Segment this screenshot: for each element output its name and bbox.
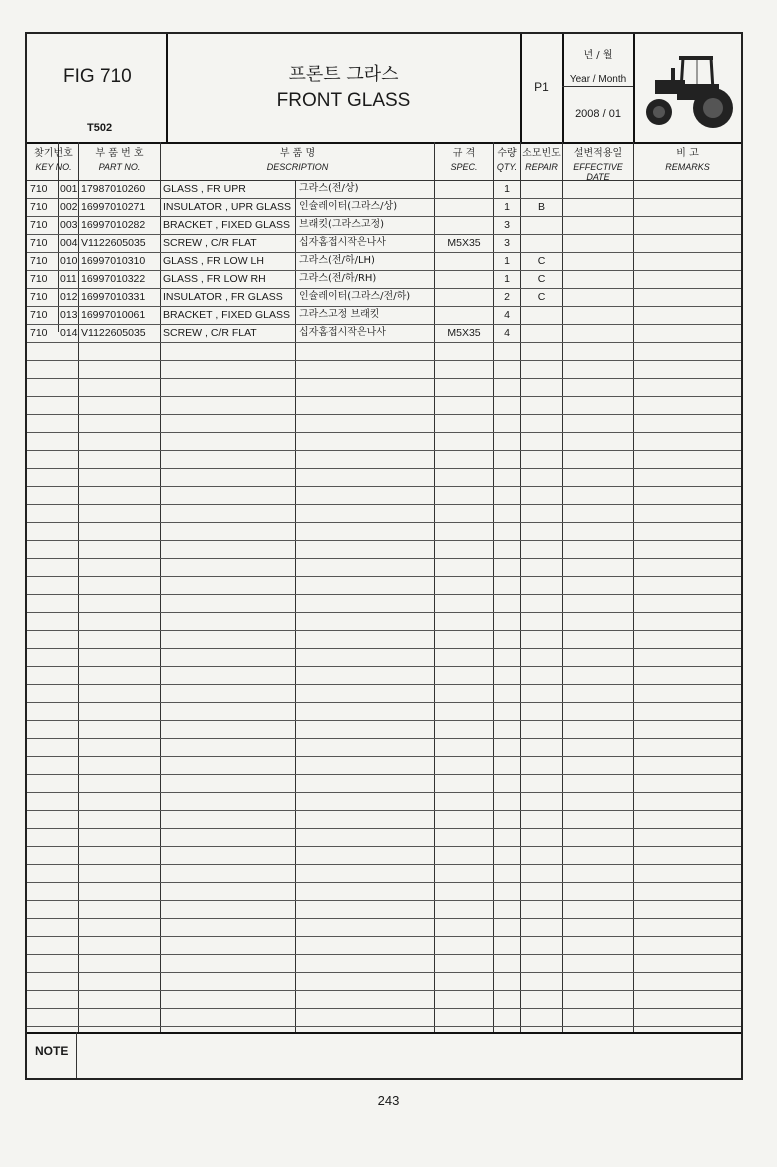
rule-line (27, 684, 741, 685)
rule-line (27, 972, 741, 973)
header-divider-fig (166, 34, 168, 142)
model-code: T502 (87, 122, 113, 134)
part-number-cell: 17987010260 (81, 183, 146, 195)
description-cell: INSULATOR , UPR GLASS (163, 201, 291, 213)
description-cell: BRACKET , FIXED GLASS (163, 309, 291, 321)
key-cell: 001 (60, 183, 78, 195)
parts-sheet (25, 32, 743, 1080)
spec-header: SPEC. (450, 162, 478, 172)
description-korean-cell: 십자홈접시작은나사 (299, 237, 386, 248)
repair-cell: C (537, 255, 546, 267)
key-cell: 012 (60, 291, 78, 303)
fig-cell: 710 (30, 255, 48, 267)
page-number: 243 (377, 1093, 400, 1108)
rule-line (27, 720, 741, 721)
note-divider (27, 1032, 741, 1034)
table-row (27, 324, 741, 342)
rule-line (27, 756, 741, 757)
qty-cell: 3 (504, 237, 510, 249)
rule-line (27, 702, 741, 703)
title-korean: 프론트 그라스 (288, 64, 399, 85)
rule-line (27, 432, 741, 433)
rule-line (27, 414, 741, 415)
remarks-header: REMARKS (665, 162, 710, 172)
fig-cell: 710 (30, 291, 48, 303)
fig-cell: 710 (30, 273, 48, 285)
date-divider (562, 86, 633, 87)
table-row (27, 252, 741, 270)
year-month-english: Year / Month (569, 74, 627, 85)
rule-line (27, 468, 741, 469)
qty-cell: 1 (504, 183, 510, 195)
desc-header-korean: 부 품 명 (279, 148, 316, 159)
rule-line (27, 792, 741, 793)
description-korean-cell: 인슐레이터(그라스/전/하) (299, 291, 411, 302)
rule-line (27, 450, 741, 451)
qty-cell: 1 (504, 201, 510, 213)
spec-cell: M5X35 (447, 327, 481, 339)
rule-line (27, 612, 741, 613)
rule-line (27, 342, 741, 343)
rule-line (27, 486, 741, 487)
repair-header-korean: 소모빈도 (522, 148, 561, 159)
rule-line (27, 990, 741, 991)
note-label: NOTE (35, 1044, 69, 1058)
part-number-cell: 16997010271 (81, 201, 146, 213)
description-cell: SCREW , C/R FLAT (163, 327, 257, 339)
header-divider-date (633, 34, 635, 142)
part-header: PART NO. (98, 162, 141, 172)
spec-cell: M5X35 (447, 237, 481, 249)
fig-cell: 710 (30, 201, 48, 213)
description-korean-cell: 그라스(전/상) (299, 183, 359, 194)
effective-header-korean: 설변적용일 (573, 148, 623, 159)
fig-number: FIG 710 (63, 66, 132, 87)
key-cell: 002 (60, 201, 78, 213)
rule-line (27, 1008, 741, 1009)
rule-line (27, 882, 741, 883)
part-number-cell: V1122605035 (81, 237, 146, 249)
table-row (27, 180, 741, 198)
qty-cell: 1 (504, 255, 510, 267)
rule-line (27, 504, 741, 505)
rule-line (27, 810, 741, 811)
description-cell: BRACKET , FIXED GLASS (163, 219, 291, 231)
description-korean-cell: 브래킷(그라스고정) (299, 219, 385, 230)
rule-line (27, 522, 741, 523)
revision-date: 2008 / 01 (575, 108, 621, 120)
part-number-cell: 16997010282 (81, 219, 146, 231)
year-month-korean: 년 / 월 (583, 50, 613, 61)
rule-line (27, 666, 741, 667)
fig-cell: 710 (30, 219, 48, 231)
repair-header: REPAIR (525, 162, 558, 172)
spec-header-korean: 규 격 (452, 148, 476, 159)
table-row (27, 198, 741, 216)
rule-line (27, 900, 741, 901)
rule-line (27, 540, 741, 541)
fig-cell: 710 (30, 309, 48, 321)
rule-line (27, 594, 741, 595)
key-header-korean: 찾기번호 (34, 148, 73, 159)
key-header: KEY NO. (35, 162, 72, 172)
rule-line (27, 738, 741, 739)
rule-line (27, 954, 741, 955)
fig-cell: 710 (30, 237, 48, 249)
table-row (27, 234, 741, 252)
part-header-korean: 부 품 번 호 (95, 148, 144, 159)
part-number-cell: 16997010310 (81, 255, 146, 267)
qty-cell: 1 (504, 273, 510, 285)
qty-cell: 2 (504, 291, 510, 303)
part-number-cell: 16997010322 (81, 273, 146, 285)
key-cell: 003 (60, 219, 78, 231)
title-english: FRONT GLASS (276, 90, 411, 111)
rule-line (27, 360, 741, 361)
description-cell: GLASS , FR LOW RH (163, 273, 266, 285)
rule-line (27, 558, 741, 559)
rule-line (27, 864, 741, 865)
remarks-header-korean: 비 고 (676, 148, 699, 159)
qty-cell: 3 (504, 219, 510, 231)
fig-cell: 710 (30, 327, 48, 339)
rule-line (27, 576, 741, 577)
effective-header: EFFECTIVE DATE (573, 162, 623, 182)
description-cell: SCREW , C/R FLAT (163, 237, 257, 249)
key-cell: 013 (60, 309, 78, 321)
key-cell: 010 (60, 255, 78, 267)
description-korean-cell: 그라스(전/하/LH) (299, 255, 375, 266)
description-korean-cell: 십자홈접시작은나사 (299, 327, 386, 338)
desc-header: DESCRIPTION (266, 162, 329, 172)
qty-cell: 4 (504, 327, 510, 339)
table-row (27, 216, 741, 234)
rule-line (27, 918, 741, 919)
part-number-cell: 16997010331 (81, 291, 146, 303)
qty-cell: 4 (504, 309, 510, 321)
note-label-divider (76, 1032, 77, 1078)
qty-header: QTY. (496, 162, 518, 172)
rule-line (27, 630, 741, 631)
rule-line (27, 828, 741, 829)
fig-cell: 710 (30, 183, 48, 195)
rule-line (27, 1026, 741, 1027)
repair-cell: B (537, 201, 545, 213)
description-korean-cell: 인슐레이터(그라스/상) (299, 201, 398, 212)
description-korean-cell: 그라스고정 브래킷 (299, 309, 380, 320)
description-cell: GLASS , FR UPR (163, 183, 246, 195)
qty-header-korean: 수량 (497, 148, 517, 159)
description-cell: INSULATOR , FR GLASS (163, 291, 283, 303)
rule-line (27, 648, 741, 649)
key-cell: 014 (60, 327, 78, 339)
part-number-cell: 16997010061 (81, 309, 146, 321)
repair-cell: C (537, 273, 546, 285)
description-korean-cell: 그라스(전/하/RH) (299, 273, 377, 284)
rule-line (27, 378, 741, 379)
rule-line (27, 774, 741, 775)
rule-line (27, 936, 741, 937)
table-row (27, 288, 741, 306)
description-cell: GLASS , FR LOW LH (163, 255, 264, 267)
repair-cell: C (537, 291, 546, 303)
key-cell: 004 (60, 237, 78, 249)
page-code: P1 (534, 80, 549, 94)
rule-line (27, 396, 741, 397)
part-number-cell: V1122605035 (81, 327, 146, 339)
tractor-icon (637, 44, 737, 134)
table-row (27, 306, 741, 324)
table-row (27, 270, 741, 288)
key-cell: 011 (60, 273, 77, 285)
rule-line (27, 846, 741, 847)
